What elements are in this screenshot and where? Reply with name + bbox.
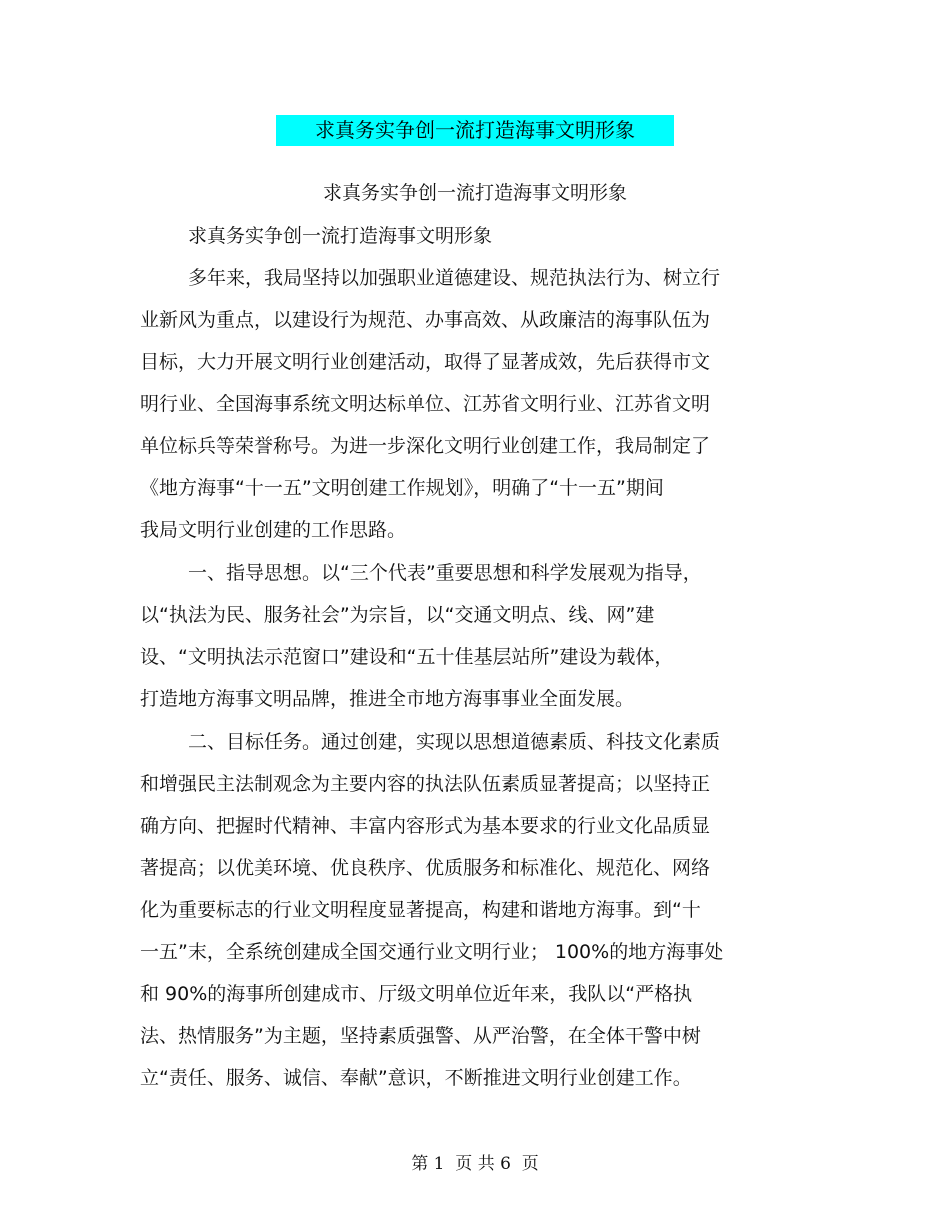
body-line: 我局文明行业创建的工作思路。 (140, 519, 407, 541)
body-line: 设、“文明执法示范窗口”建设和“五十佳基层站所”建设为载体， (140, 646, 674, 668)
body-line: 和 90%的海事所创建成市、厅级文明单位近年来，我队以“严格执 (140, 983, 693, 1005)
document-subtitle: 求真务实争创一流打造海事文明形象 (322, 182, 627, 204)
body-line: 确方向、把握时代精神、丰富内容形式为基本要求的行业文化品质显 (140, 815, 711, 837)
body-line: 一五”末，全系统创建成全国交通行业文明行业； 100%的地方海事处 (140, 941, 724, 963)
body-line: 单位标兵等荣誉称号。为进一步深化文明行业创建工作，我局制定了 (140, 435, 711, 457)
body-line: 一、指导思想。以“三个代表”重要思想和科学发展观为指导， (188, 562, 702, 584)
page-footer: 第 1 页 共 6 页 (411, 1154, 539, 1174)
body-line: 求真务实争创一流打造海事文明形象 (188, 225, 493, 247)
body-line: 二、目标任务。通过创建，实现以思想道德素质、科技文化素质 (188, 731, 721, 753)
body-line: 业新风为重点，以建设行为规范、办事高效、从政廉洁的海事队伍为 (140, 309, 711, 331)
body-line: 明行业、全国海事系统文明达标单位、江苏省文明行业、江苏省文明 (140, 393, 711, 415)
body-line: 立“责任、服务、诚信、奉献”意识，不断推进文明行业创建工作。 (140, 1067, 692, 1089)
body-line: 《地方海事“十一五”文明创建工作规划》，明确了“十一五”期间 (140, 477, 664, 499)
body-line: 打造地方海事文明品牌，推进全市地方海事事业全面发展。 (140, 688, 635, 710)
document-title: 求真务实争创一流打造海事文明形象 (315, 118, 635, 142)
body-line: 和增强民主法制观念为主要内容的执法队伍素质显著提高；以坚持正 (140, 773, 711, 795)
body-line: 化为重要标志的行业文明程度显著提高，构建和谐地方海事。到“十 (140, 899, 701, 921)
body-line: 著提高；以优美环境、优良秩序、优质服务和标准化、规范化、网络 (140, 857, 711, 879)
body-line: 多年来，我局坚持以加强职业道德建设、规范执法行为、树立行 (188, 267, 721, 289)
body-line: 以“执法为民、服务社会”为宗旨，以“交通文明点、线、网”建 (140, 604, 655, 626)
body-line: 目标，大力开展文明行业创建活动，取得了显著成效，先后获得市文 (140, 351, 711, 373)
body-line: 法、热情服务”为主题，坚持素质强警、从严治警，在全体干警中树 (140, 1025, 701, 1047)
